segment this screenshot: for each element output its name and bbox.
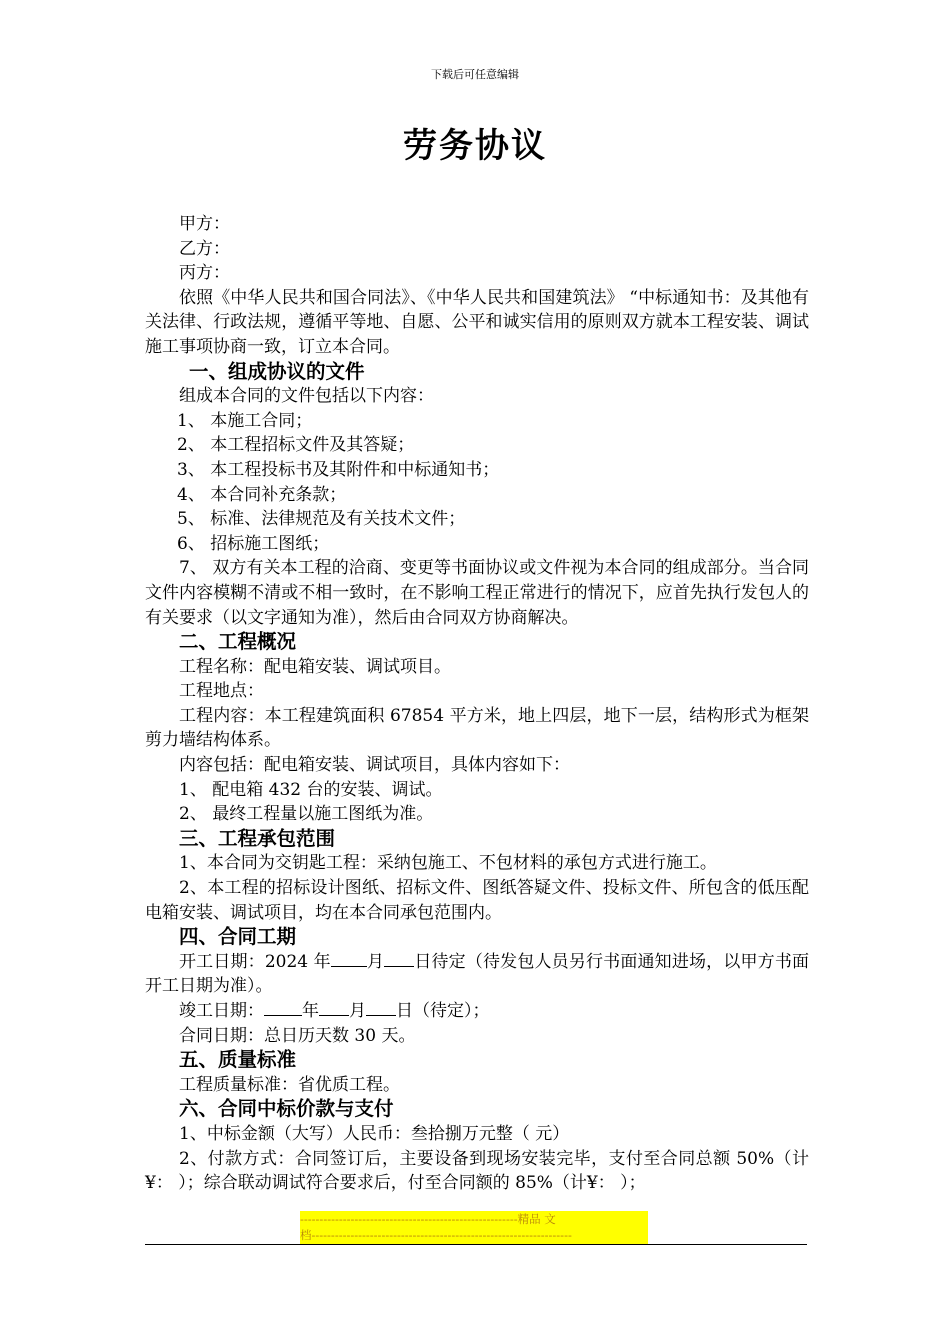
party-c-label: 丙方：	[179, 263, 230, 284]
blank-month	[331, 950, 367, 967]
scope-paragraph-2: 2、本工程的招标设计图纸、招标文件、图纸答疑文件、投标文件、所包含的低压配电箱安装、调试项目，均在本合同承包范围内。	[145, 878, 809, 923]
intro-paragraph: 依照《中华人民共和国合同法》、《中华人民共和国建筑法》 “中标通知书：及其他有关法律、行政法规，遵循平等地、自愿、公平和诚实信用的原则双方就本工程安装、调试施工事项协商一致，订立本合同。	[145, 287, 809, 357]
project-location: 工程地点：	[179, 681, 264, 702]
end-date-prefix: 竣工日期：	[179, 1001, 264, 1021]
section-2-heading: 二、工程概况	[179, 630, 297, 654]
section-6-heading: 六、合同中标价款与支付	[179, 1097, 394, 1121]
list-item: 1、 本施工合同；	[177, 410, 313, 431]
list-item: 2、 最终工程量以施工图纸为准。	[179, 804, 434, 825]
start-date-month-label: 月	[366, 951, 385, 972]
section-4-heading: 四、合同工期	[179, 925, 297, 949]
blank-day	[366, 999, 396, 1016]
section-3-heading: 三、工程承包范围	[179, 826, 336, 850]
blank-year	[264, 999, 302, 1016]
footer-divider	[145, 1244, 807, 1245]
section-1-lead: 组成本合同的文件包括以下内容：	[179, 386, 434, 407]
list-item: 1、 配电箱 432 台的安装、调试。	[179, 779, 443, 800]
contract-duration: 合同日期：总日历天数 30 天。	[179, 1025, 416, 1046]
quality-standard: 工程质量标准：省优质工程。	[179, 1074, 400, 1095]
party-a-label: 甲方：	[179, 214, 230, 234]
scope-paragraph-1: 1、本合同为交钥匙工程：采纳包施工、不包材料的承包方式进行施工。	[179, 853, 717, 874]
start-date	[145, 950, 809, 999]
document-body	[145, 212, 809, 1196]
end-date	[145, 999, 809, 1024]
project-includes: 内容包括：配电箱安装、调试项目，具体内容如下：	[179, 755, 570, 776]
start-date-suffix: 日待定（待发包人员另行书面通知进场，以甲方书面开工日期为准）。	[145, 951, 810, 997]
section-5-heading: 五、质量标准	[179, 1048, 297, 1072]
start-date-prefix: 开工日期：2024 年	[179, 951, 331, 972]
end-date-year-label: 年	[302, 1001, 319, 1021]
bid-amount: 1、中标金额（大写）人民币：叁拾捌万元整（ 元）	[179, 1123, 570, 1144]
list-item: 4、 本合同补充条款；	[177, 484, 347, 505]
document-title: 劳务协议	[403, 126, 547, 166]
footer-line-1: --------------------------------------------------------精品 文	[300, 1212, 556, 1226]
list-item: 2、 本工程招标文件及其答疑；	[177, 435, 415, 456]
payment-terms: 2、付款方式：合同签订后，主要设备到现场安装完毕，支付至合同总额 50%（计¥： ）；综合联动调试符合要求后，付至合同额的 85%（计¥： ）；	[145, 1148, 809, 1194]
party-b-label: 乙方：	[179, 238, 230, 259]
page-header-note: 下载后可任意编辑	[431, 68, 519, 81]
footer-highlight	[300, 1211, 648, 1244]
section-1-item-7: 7、 双方有关本工程的洽商、变更等书面协议或文件视为本合同的组成部分。当合同文件内容模糊不清或不相一致时，在不影响工程正常进行的情况下，应首先执行发包人的有关要求（以文字通知为准），然后由合同双方协商解决。	[145, 558, 809, 628]
list-item: 3、 本工程投标书及其附件和中标通知书；	[177, 459, 500, 480]
end-date-suffix: 日（待定）；	[396, 1001, 490, 1021]
list-item: 5、 标准、法律规范及有关技术文件；	[177, 509, 466, 530]
section-1-heading: 一、组成协议的文件	[189, 359, 365, 383]
list-item: 6、 招标施工图纸；	[177, 533, 330, 554]
blank-day	[384, 950, 414, 967]
end-date-month-label: 月	[349, 1001, 366, 1021]
footer-line-2: 档-------------------------------------------------------------------	[300, 1228, 572, 1242]
project-name: 工程名称：配电箱安装、调试项目。	[179, 656, 451, 677]
project-content: 工程内容：本工程建筑面积 67854 平方米，地上四层，地下一层，结构形式为框架剪力墙结构体系。	[145, 705, 809, 751]
blank-month	[319, 999, 349, 1016]
